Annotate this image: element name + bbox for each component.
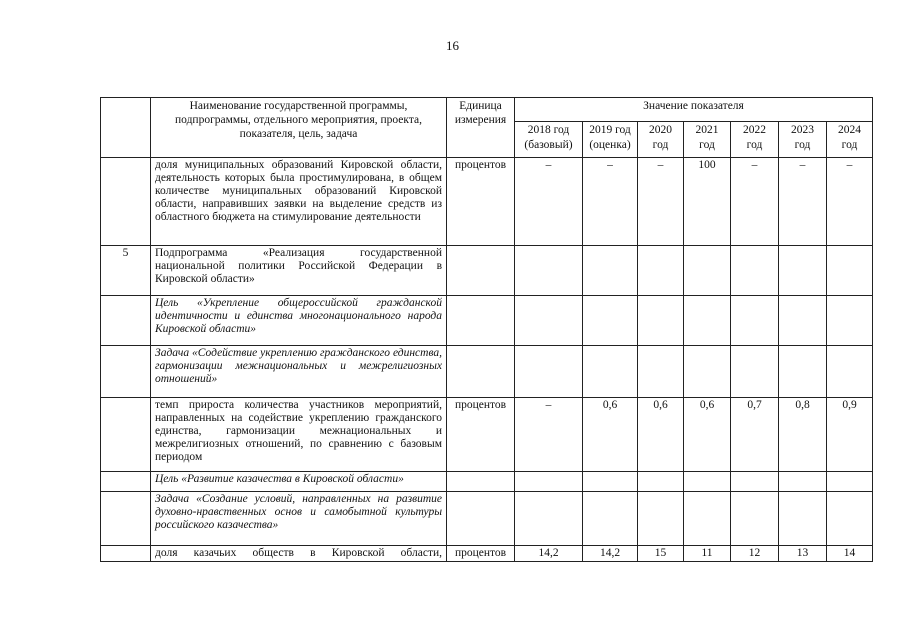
value-2022: 12 [731, 546, 779, 562]
value-2024 [827, 296, 873, 346]
value-2018 [515, 246, 583, 296]
value-2019 [583, 246, 638, 296]
header-value: Значение показателя [515, 98, 873, 122]
value-2020: 15 [638, 546, 684, 562]
row-name: доля муниципальных образований Кировской области, деятельность которых была простимулирована, в общем количестве муниципальных образований Кировской области, направивших заявки на выделение средств из областного бюджета на стимулирование деятельности [151, 158, 447, 246]
table-row [101, 472, 873, 492]
value-2018 [515, 492, 583, 546]
row-unit [447, 246, 515, 296]
table-row [101, 246, 873, 296]
value-2024 [827, 472, 873, 492]
table-row [101, 398, 873, 472]
value-2019 [583, 296, 638, 346]
value-2022 [731, 346, 779, 398]
row-number [101, 546, 151, 562]
value-2019 [583, 492, 638, 546]
value-2020: 0,6 [638, 398, 684, 472]
row-number [101, 492, 151, 546]
header-num-cell [101, 98, 151, 158]
table-row [101, 346, 873, 398]
value-2020 [638, 346, 684, 398]
value-2023 [779, 246, 827, 296]
value-2020 [638, 472, 684, 492]
value-2018 [515, 472, 583, 492]
value-2021 [684, 246, 731, 296]
value-2022: – [731, 158, 779, 246]
row-number [101, 158, 151, 246]
value-2022 [731, 296, 779, 346]
header-year-2018: 2018 год (базовый) [515, 122, 583, 158]
page-number: 16 [446, 38, 459, 53]
row-name: доля казачьих обществ в Кировской области, [151, 546, 447, 562]
value-2019 [583, 472, 638, 492]
value-2020 [638, 246, 684, 296]
table-row [101, 546, 873, 562]
row-name: Подпрограмма «Реализация государственной национальной политики Российской Федерации в Кировской области» [151, 246, 447, 296]
value-2023 [779, 346, 827, 398]
row-number [101, 398, 151, 472]
header-year-2024: 2024 год [827, 122, 873, 158]
value-2020: – [638, 158, 684, 246]
row-unit: процентов [447, 398, 515, 472]
value-2018 [515, 296, 583, 346]
value-2020 [638, 492, 684, 546]
row-name: Задача «Создание условий, направленных на развитие духовно-нравственных основ и самобытной культуры российского казачества» [151, 492, 447, 546]
row-name: Цель «Укрепление общероссийской гражданской идентичности и единства многонационального народа Кировской области» [151, 296, 447, 346]
table-row [101, 158, 873, 246]
header-unit: Единица измерения [447, 98, 515, 158]
value-2021 [684, 492, 731, 546]
value-2020 [638, 296, 684, 346]
value-2024: – [827, 158, 873, 246]
row-unit [447, 346, 515, 398]
row-unit [447, 492, 515, 546]
row-unit [447, 472, 515, 492]
value-2018: – [515, 398, 583, 472]
value-2023 [779, 296, 827, 346]
value-2022 [731, 246, 779, 296]
value-2024 [827, 346, 873, 398]
value-2022: 0,7 [731, 398, 779, 472]
value-2023: 0,8 [779, 398, 827, 472]
value-2024 [827, 246, 873, 296]
value-2023 [779, 492, 827, 546]
value-2023: 13 [779, 546, 827, 562]
row-name: Цель «Развитие казачества в Кировской области» [151, 472, 447, 492]
header-year-2021: 2021 год [684, 122, 731, 158]
value-2021: 0,6 [684, 398, 731, 472]
value-2019 [583, 346, 638, 398]
value-2021: 11 [684, 546, 731, 562]
value-2022 [731, 472, 779, 492]
value-2024: 14 [827, 546, 873, 562]
header-year-2023: 2023 год [779, 122, 827, 158]
value-2021 [684, 346, 731, 398]
value-2022 [731, 492, 779, 546]
header-year-2020: 2020 год [638, 122, 684, 158]
value-2021 [684, 472, 731, 492]
row-number: 5 [101, 246, 151, 296]
row-unit: процентов [447, 158, 515, 246]
row-name: Задача «Содействие укреплению гражданского единства, гармонизации межнациональных и межрелигиозных отношений» [151, 346, 447, 398]
value-2018: 14,2 [515, 546, 583, 562]
value-2024: 0,9 [827, 398, 873, 472]
header-name: Наименование государственной программы, подпрограммы, отдельного мероприятия, проекта, показателя, цель, задача [151, 98, 447, 158]
value-2019: – [583, 158, 638, 246]
value-2024 [827, 492, 873, 546]
table-row [101, 492, 873, 546]
table-row [101, 296, 873, 346]
value-2018 [515, 346, 583, 398]
indicator-table [100, 97, 873, 562]
row-name: темп прироста количества участников мероприятий, направленных на содействие укреплению гражданского единства, гармонизации межнациональных и межрелигиозных отношений, по сравнению с базовым периодом [151, 398, 447, 472]
value-2023: – [779, 158, 827, 246]
row-unit [447, 296, 515, 346]
header-year-2019: 2019 год (оценка) [583, 122, 638, 158]
row-number [101, 346, 151, 398]
value-2023 [779, 472, 827, 492]
value-2021: 100 [684, 158, 731, 246]
value-2018: – [515, 158, 583, 246]
row-number [101, 472, 151, 492]
header-year-2022: 2022 год [731, 122, 779, 158]
value-2021 [684, 296, 731, 346]
value-2019: 0,6 [583, 398, 638, 472]
value-2019: 14,2 [583, 546, 638, 562]
row-unit: процентов [447, 546, 515, 562]
row-number [101, 296, 151, 346]
